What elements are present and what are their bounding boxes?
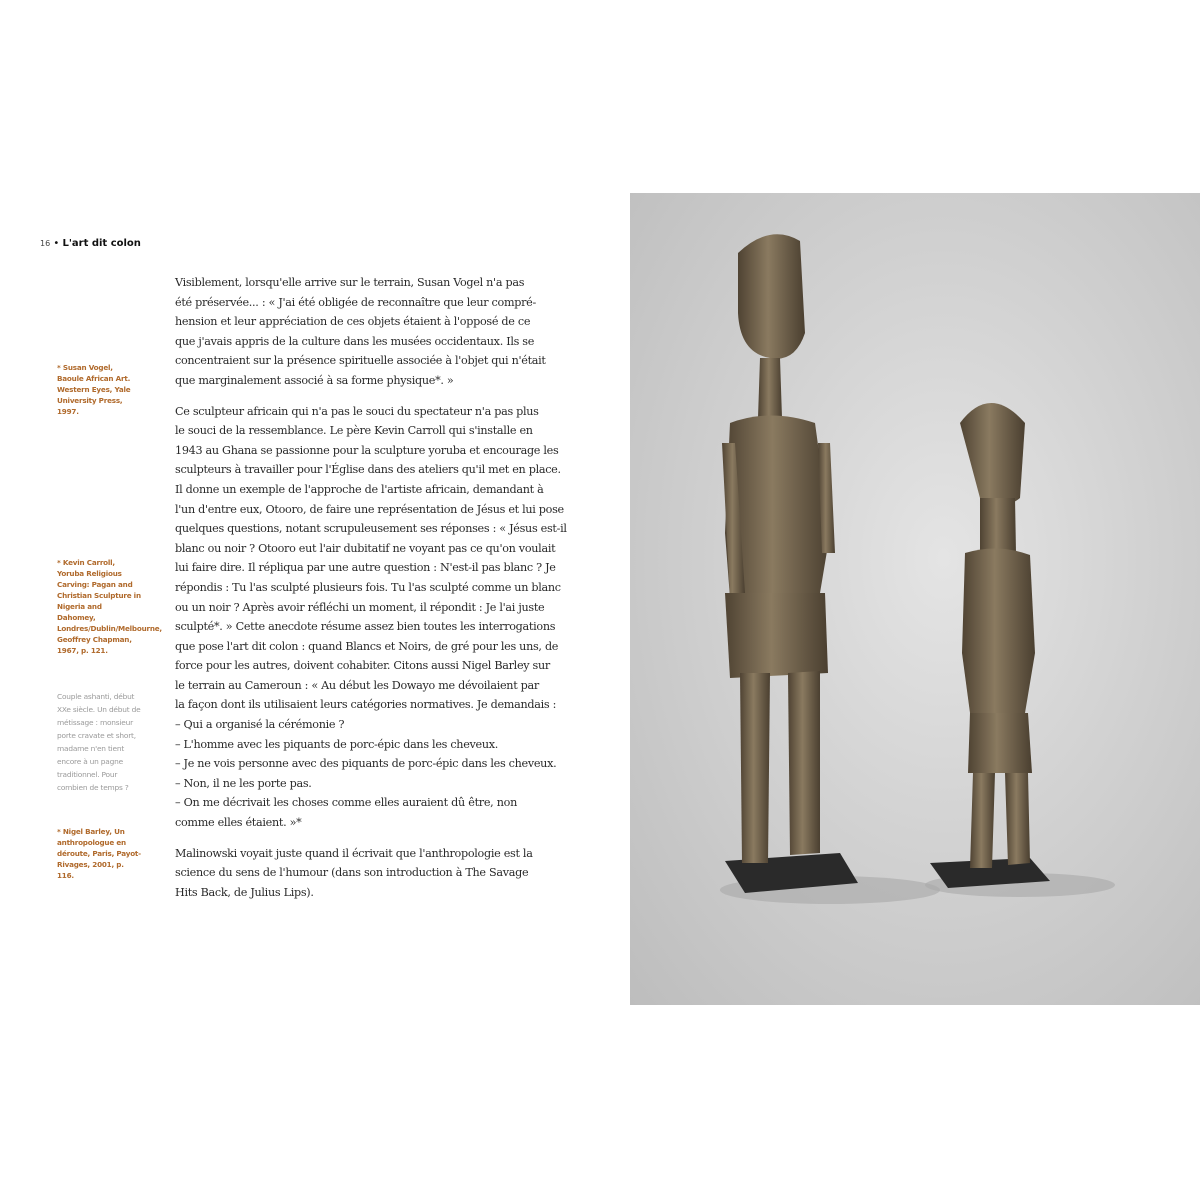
male-figurine bbox=[722, 234, 858, 893]
page-number: 16 bbox=[40, 239, 51, 248]
chapter-title: L'art dit colon bbox=[62, 238, 141, 249]
text-line: l'un d'entre eux, Otooro, de faire une représentation de Jésus et lui pose bbox=[175, 502, 564, 516]
text-line: répondis : Tu l'as sculpté plusieurs fois. Tu l'as sculpté comme un blanc bbox=[175, 580, 561, 594]
running-header bbox=[40, 238, 141, 249]
photo-caption: Couple ashanti, début XXe siècle. Un début de métissage : monsieur porte cravate et short, madame n'en tient encore à un pagne traditionnel. Pour combien de temps ? bbox=[57, 692, 141, 792]
photo-figurines bbox=[630, 193, 1200, 1005]
text-line: Ce sculpteur africain qui n'a pas le souci du spectateur n'a pas plus bbox=[175, 404, 539, 418]
footnote-carroll: * Kevin Carroll, Yoruba Religious Carving: Pagan and Christian Sculpture in Nigeria and Dahomey, Londres/Dublin/Melbourne, Geoffrey Chapman, 1967, p. 121. bbox=[57, 558, 162, 655]
text-line: concentraient sur la présence spirituelle associée à l'objet qui n'était bbox=[175, 354, 546, 368]
paragraph bbox=[175, 402, 567, 833]
text-line: la façon dont ils utilisaient leurs catégories normatives. Je demandais : bbox=[175, 698, 557, 712]
text-line: quelques questions, notant scrupuleusement ses réponses : « Jésus est-il bbox=[175, 522, 567, 536]
text-line: Il donne un exemple de l'approche de l'artiste africain, demandant à bbox=[175, 482, 544, 496]
text-line: Hits Back, de Julius Lips). bbox=[175, 885, 314, 899]
text-line: comme elles étaient. »* bbox=[175, 816, 302, 830]
paragraph bbox=[175, 273, 546, 391]
paragraph bbox=[175, 844, 533, 903]
text-line: – On me décrivait les choses comme elles auraient dû être, non bbox=[175, 796, 517, 810]
text-line: sculpté*. » Cette anecdote résume assez bien toutes les interrogations bbox=[175, 620, 556, 634]
text-line: Visiblement, lorsqu'elle arrive sur le terrain, Susan Vogel n'a pas bbox=[175, 276, 525, 289]
text-line: que pose l'art dit colon : quand Blancs et Noirs, de gré pour les uns, de bbox=[175, 639, 559, 653]
text-line: été préservée... : « J'ai été obligée de reconnaître que leur compré- bbox=[175, 295, 536, 309]
text-line: science du sens de l'humour (dans son introduction à The Savage bbox=[175, 866, 529, 880]
text-line: que marginalement associé à sa forme physique*. » bbox=[175, 373, 454, 387]
text-line: que j'avais appris de la culture dans les musées occidentaux. Ils se bbox=[175, 334, 535, 348]
text-line: – L'homme avec les piquants de porc-épic dans les cheveux. bbox=[175, 737, 499, 751]
header-separator: • bbox=[53, 238, 60, 249]
text-line: ou un noir ? Après avoir réfléchi un moment, il répondit : Je l'ai juste bbox=[175, 600, 545, 614]
text-line: sculpteurs à travailler pour l'Église dans des ateliers qu'il met en place. bbox=[175, 463, 561, 477]
text-line: – Non, il ne les porte pas. bbox=[175, 776, 312, 790]
text-line: 1943 au Ghana se passionne pour la sculpture yoruba et encourage les bbox=[175, 443, 559, 457]
text-line: – Je ne vois personne avec des piquants de porc-épic dans les cheveux. bbox=[175, 757, 557, 771]
text-line: hension et leur appréciation de ces objets étaient à l'opposé de ce bbox=[175, 315, 531, 329]
main-text bbox=[175, 273, 567, 913]
text-line: Malinowski voyait juste quand il écrivait que l'anthropologie est la bbox=[175, 846, 533, 860]
footnote-barley: * Nigel Barley, Un anthropologue en déroute, Paris, Payot-Rivages, 2001, p. 116. bbox=[57, 827, 141, 880]
text-line: blanc ou noir ? Otooro eut l'air dubitatif ne voyant pas ce qu'on voulait bbox=[175, 541, 556, 555]
text-line: lui faire dire. Il répliqua par une autre question : N'est-il pas blanc ? Je bbox=[175, 561, 556, 575]
text-line: le terrain au Cameroun : « Au début les Dowayo me dévoilaient par bbox=[175, 678, 539, 692]
text-line: – Qui a organisé la cérémonie ? bbox=[175, 718, 345, 732]
text-line: le souci de la ressemblance. Le père Kevin Carroll qui s'installe en bbox=[175, 424, 533, 438]
text-line: force pour les autres, doivent cohabiter. Citons aussi Nigel Barley sur bbox=[175, 659, 550, 673]
female-figurine bbox=[930, 403, 1050, 888]
footnote-vogel: * Susan Vogel, Baoule African Art. Western Eyes, Yale University Press, 1997. bbox=[57, 363, 131, 416]
